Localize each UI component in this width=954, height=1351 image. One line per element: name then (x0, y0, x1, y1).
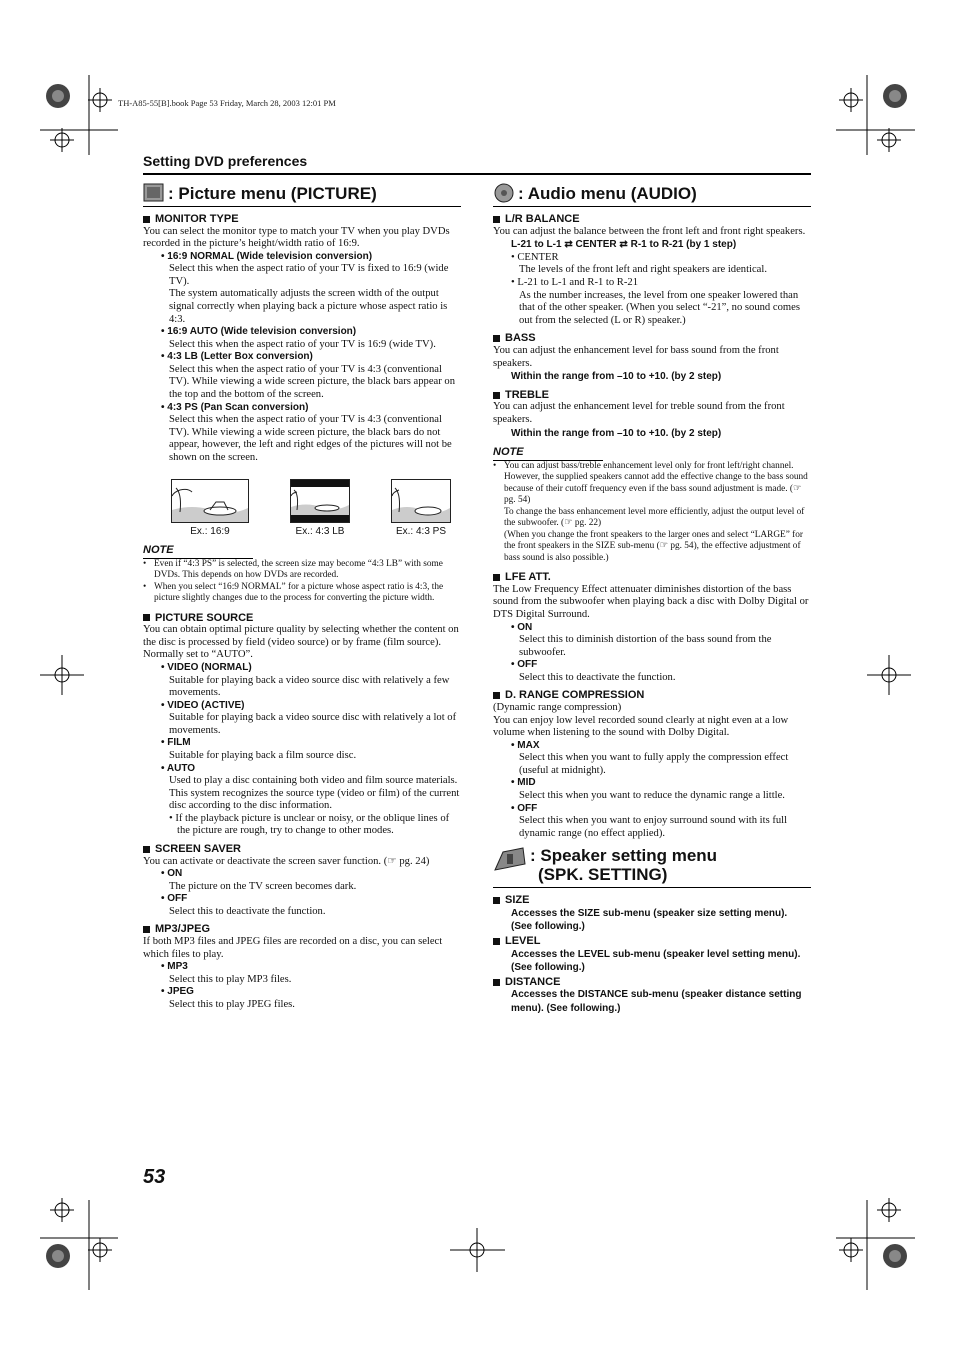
option-tip: • If the playback picture is unclear or noisy, or the oblique lines of the picture are rough, try to change to other modes. (169, 812, 450, 837)
treble-heading: TREBLE (493, 389, 811, 402)
option-label: • OFF (161, 893, 188, 905)
level-heading: LEVEL (493, 935, 811, 948)
option-label: • VIDEO (ACTIVE) (161, 699, 245, 711)
option-label: • 16:9 AUTO (Wide television conversion) (161, 326, 357, 338)
audio-menu-column (493, 183, 811, 1016)
figure-4-3-lb: Ex.: 4:3 LB (290, 479, 350, 539)
distance-desc: Accesses the DISTANCE sub-menu (speaker distance setting menu). (See following.) (511, 989, 802, 1014)
square-bullet-icon (143, 926, 150, 933)
option-desc: Suitable for playing back a film source disc. (169, 749, 357, 761)
beach-scene-image (171, 479, 249, 523)
option-desc: The levels of the front left and right speakers are identical. (519, 264, 767, 276)
option-desc: Select this when you want to fully apply the compression effect (useful at midnight). (519, 752, 789, 776)
option-label: • FILM (161, 737, 191, 749)
option-desc: Select this when you want to reduce the dynamic range a little. (519, 789, 785, 801)
option-label: • L-21 to L-1 and R-1 to R-21 (511, 276, 638, 288)
square-bullet-icon (143, 846, 150, 853)
figure-16-9: Ex.: 16:9 (171, 479, 249, 539)
picture-source-heading: PICTURE SOURCE (143, 612, 461, 625)
square-bullet-icon (493, 216, 500, 223)
level-desc: Accesses the LEVEL sub-menu (speaker level setting menu). (See following.) (511, 948, 801, 974)
mp3jpeg-heading: MP3/JPEG (143, 923, 461, 936)
picture-menu-icon (143, 183, 165, 203)
page-number: 53 (143, 1166, 166, 1188)
monitor-type-heading: MONITOR TYPE (143, 213, 461, 226)
bidirectional-arrow-icon: ⇄ (619, 239, 628, 251)
section-divider (143, 173, 811, 175)
screen-saver-intro: You can activate or deactivate the screen saver function. (☞ pg. 24) (143, 855, 430, 867)
speaker-menu-heading (493, 846, 811, 888)
option-label: • OFF (511, 659, 538, 671)
option-desc: Select this when the aspect ratio of your TV is 4:3 (conventional TV). While viewing a wide screen picture, the black bars do not appear, however, the left and right edges of the pictures will not be shown on the screen. (169, 414, 452, 463)
section-title: Setting DVD preferences (143, 153, 308, 169)
panscan-scene-image (391, 479, 451, 523)
bass-range: Within the range from –10 to +10. (by 2 step) (511, 371, 722, 383)
option-desc: Used to play a disc containing both video and film source materials. (169, 775, 458, 787)
option-desc: Select this when the aspect ratio of your TV is 16:9 (wide TV). (169, 338, 436, 350)
letterbox-scene-image (290, 479, 350, 523)
square-bullet-icon (493, 692, 500, 699)
option-desc: Select this when the aspect ratio of your TV is fixed to 16:9 (wide TV). (169, 263, 449, 287)
note-item: To change the bass enhancement level more efficiently, adjust the output level of the subwoofer. (☞ pg. 22) (504, 506, 805, 529)
option-label: • 4:3 PS (Pan Scan conversion) (161, 401, 309, 413)
note-item: • Even if “4:3 PS” is selected, the screen size may become “4:3 LB” with some DVDs. This depends on how DVDs are recorded. (143, 558, 443, 581)
option-label: • MID (511, 777, 536, 789)
option-desc: This system recognizes the source type (video or film) of the current disc according to the disc information. (169, 787, 460, 812)
balance-range: L-21 to L-1 ⇄ CENTER ⇄ R-1 to R-21 (by 1 step) (511, 239, 737, 251)
picture-menu-heading (143, 183, 461, 207)
option-desc: Select this to diminish distortion of the bass sound from the subwoofer. (519, 634, 772, 658)
picture-menu-title: : Picture menu (PICTURE) (168, 183, 377, 203)
note-item: • When you select “16:9 NORMAL” for a picture whose aspect ratio is 4:3, the picture slightly changes due to the process for converting the picture width. (143, 581, 444, 604)
option-label: • AUTO (161, 762, 196, 774)
treble-range: Within the range from –10 to +10. (by 2 step) (511, 427, 722, 439)
lr-balance-heading: L/R BALANCE (493, 213, 811, 226)
option-label: • OFF (511, 802, 538, 814)
drange-intro: You can enjoy low level recorded sound clearly at night even at a low volume when listening to the sound with Dolby Digital. (493, 714, 789, 739)
option-label: • ON (511, 621, 533, 633)
option-desc: The system automatically adjusts the screen width of the output signal correctly when playing back a picture whose aspect ratio is 4:3. (169, 288, 448, 325)
distance-heading: DISTANCE (493, 976, 811, 989)
drange-heading: D. RANGE COMPRESSION (493, 689, 811, 702)
speaker-disc-icon (493, 183, 515, 203)
speaker-menu-title: : Speaker setting menu (530, 846, 718, 866)
monitor-type-intro: You can select the monitor type to match your TV when you play DVDs recorded in the picture’s height/width ratio of 16:9. (143, 225, 450, 250)
square-bullet-icon (143, 216, 150, 223)
picture-source-default: Normally set to “AUTO”. (143, 649, 253, 661)
figure-4-3-ps: Ex.: 4:3 PS (391, 479, 451, 539)
option-desc: Suitable for playing back a video source disc with relatively a few movements. (169, 674, 450, 699)
option-label: • ON (161, 868, 183, 880)
bass-heading: BASS (493, 332, 811, 345)
option-desc: Select this when the aspect ratio of your TV is 4:3 (conventional TV). While viewing a wide screen picture, the black bars appear on the top and the bottom of the screen. (169, 363, 456, 401)
picture-menu-column (143, 183, 461, 1011)
size-desc: Accesses the SIZE sub-menu (speaker size setting menu). (See following.) (511, 907, 788, 933)
square-bullet-icon (493, 574, 500, 581)
option-label: • 4:3 LB (Letter Box conversion) (161, 351, 313, 363)
option-desc: Select this to deactivate the function. (519, 671, 676, 683)
aspect-ratio-figures (143, 479, 461, 539)
option-label: • MAX (511, 739, 540, 751)
speaker-menu-subtitle: (SPK. SETTING) (538, 865, 668, 885)
audio-menu-title: : Audio menu (AUDIO) (518, 183, 697, 203)
audio-menu-heading (493, 183, 811, 207)
size-heading: SIZE (493, 894, 811, 907)
picture-source-intro: You can obtain optimal picture quality by selecting whether the content on the disc is processed by field (video source) or by frame (film source). (143, 624, 459, 648)
drange-sub: (Dynamic range compression) (493, 701, 622, 713)
bidirectional-arrow-icon: ⇄ (564, 239, 573, 251)
square-bullet-icon (493, 938, 500, 945)
option-desc: The picture on the TV screen becomes dark. (169, 880, 357, 892)
option-desc: Suitable for playing back a video source disc with relatively a lot of movements. (169, 712, 457, 736)
mp3jpeg-intro: If both MP3 files and JPEG files are recorded on a disc, you can select which files to play. (143, 935, 443, 960)
option-label: • MP3 (161, 961, 188, 973)
screen-saver-heading: SCREEN SAVER (143, 843, 461, 856)
bass-intro: You can adjust the enhancement level for bass sound from the front speakers. (493, 344, 779, 369)
square-bullet-icon (143, 614, 150, 621)
note-item: • You can adjust bass/treble enhancement level only for front left/right channel. However, the supplied speakers cannot add the effective change to the bass sound because of their cutoff frequency even if the bass sound adjustment is made. (☞ pg. 54) (493, 460, 808, 506)
option-desc: As the number increases, the level from one speaker lowered than that of the other speaker. (When you select “-21”, no sound comes out from the selected (L or R) speaker.) (519, 289, 800, 326)
square-bullet-icon (493, 897, 500, 904)
note-item: (When you change the front speakers to the larger ones and select “LARGE” for the front speakers in the SIZE sub-menu (☞ pg. 54), the effective adjustment of bass sound is also possible.) (504, 529, 804, 563)
option-label: • 16:9 NORMAL (Wide television conversion) (161, 250, 373, 262)
lfe-heading: LFE ATT. (493, 571, 811, 584)
option-desc: Select this to play JPEG files. (169, 998, 295, 1010)
speaker-setting-icon (493, 846, 527, 872)
option-label: • CENTER (511, 251, 559, 263)
square-bullet-icon (493, 335, 500, 342)
lfe-intro: The Low Frequency Effect attenuater diminishes distortion of the bass sound from the subwoofer when playing back a disc with Dolby Digital or DTS Digital Surround. (493, 583, 809, 620)
treble-intro: You can adjust the enhancement level for treble sound from the front speakers. (493, 401, 785, 425)
option-label: • JPEG (161, 986, 194, 998)
note-label: NOTE (493, 446, 603, 461)
print-info: TH-A85-55[B].book Page 53 Friday, March 28, 2003 12:01 PM (118, 98, 336, 108)
note-label: NOTE (143, 544, 253, 559)
square-bullet-icon (493, 979, 500, 986)
option-desc: Select this to play MP3 files. (169, 973, 292, 985)
square-bullet-icon (493, 392, 500, 399)
option-desc: Select this when you want to enjoy surround sound with its full dynamic range (no effect applied). (519, 815, 788, 839)
lr-balance-intro: You can adjust the balance between the front left and front right speakers. (493, 225, 806, 237)
option-desc: Select this to deactivate the function. (169, 905, 326, 917)
option-label: • VIDEO (NORMAL) (161, 662, 252, 674)
